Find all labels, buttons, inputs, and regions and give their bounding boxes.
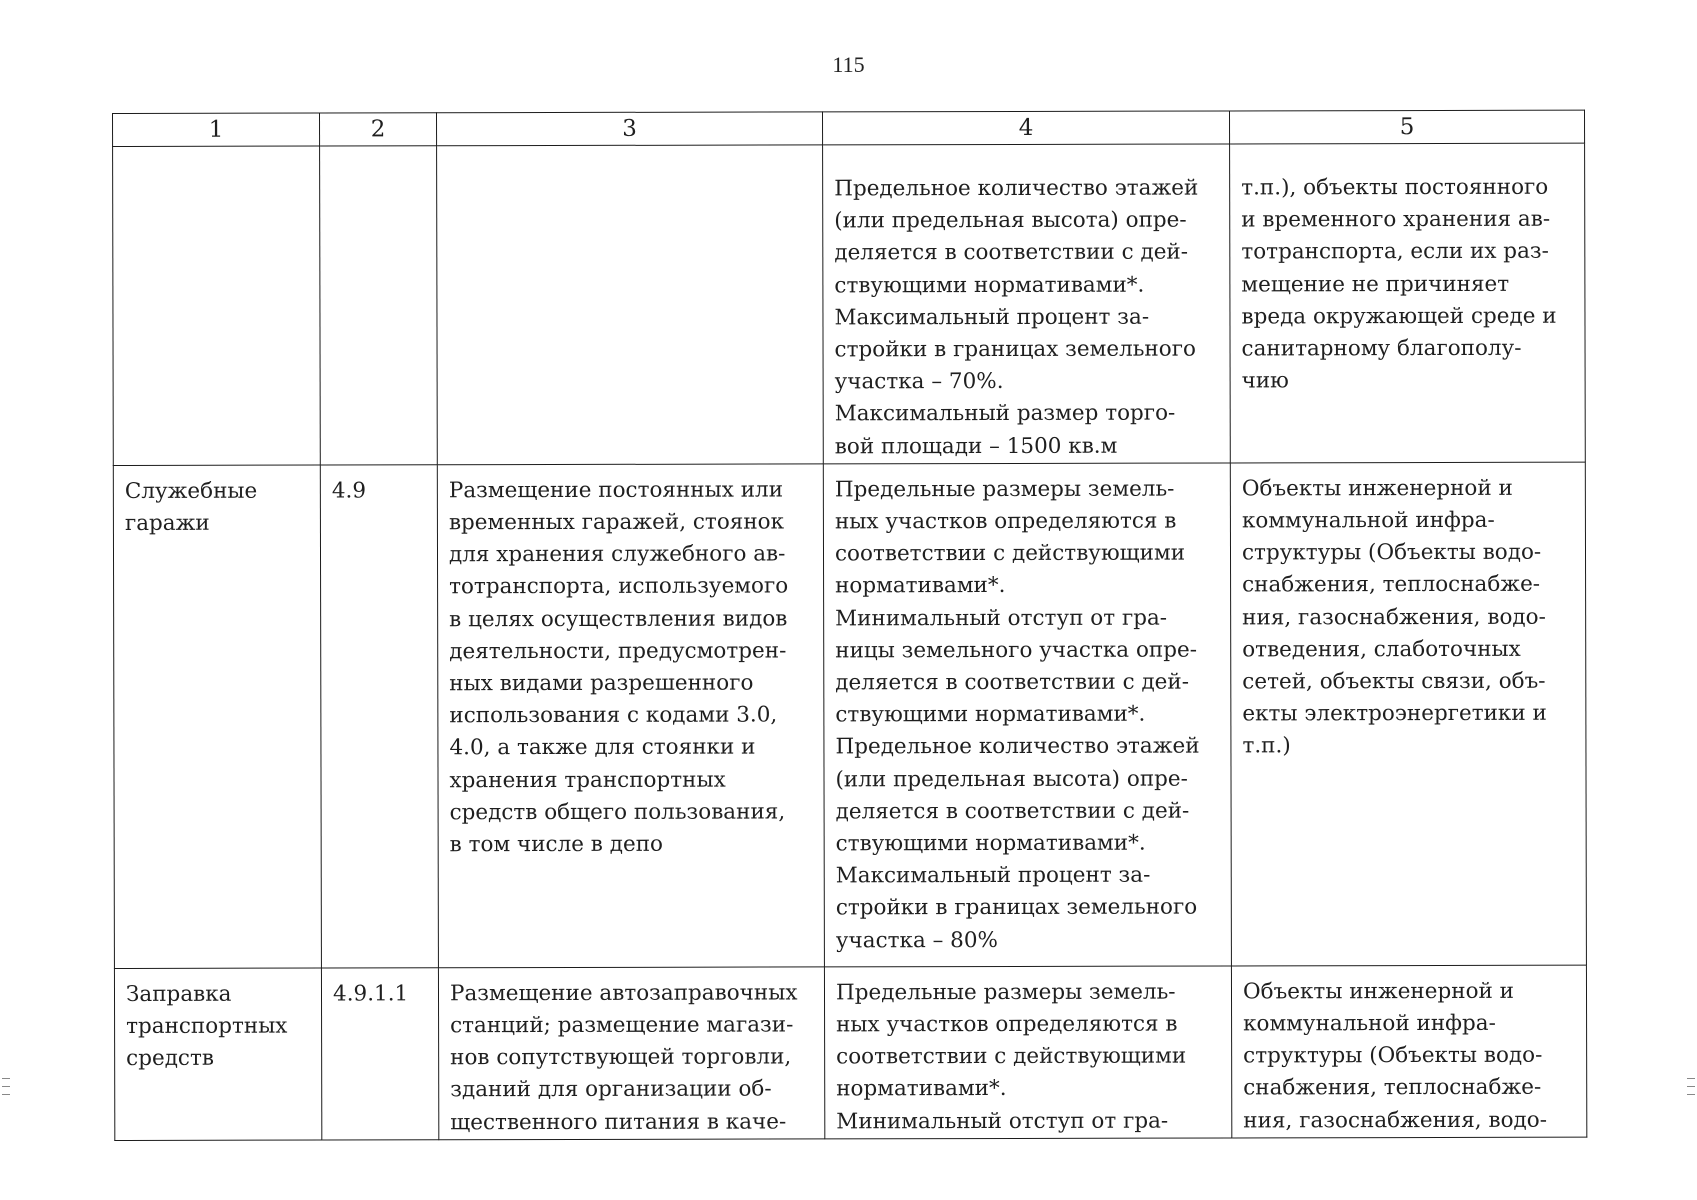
column-number-5: 5 xyxy=(1229,110,1584,144)
use-type-description: Размещение автозаправочных станций; размещение магази- нов сопутствующей торговли, зданий для организации об- щественного питания в каче- xyxy=(438,967,824,1140)
use-type-description: Размещение постоянных или временных гаражей, стоянок для хранения служебного ав- тотранспорта, используемого в целях осуществления видов деятельности, предусмотрен- ных видами разрешенного использования с кодами 3.0, 4.0, а также для стоянки и хранения транспортных средств общего пользования, в том числе в депо xyxy=(437,464,824,968)
table-row xyxy=(113,462,1586,968)
column-number-3: 3 xyxy=(437,112,823,146)
table-row xyxy=(114,965,1586,1140)
column-number-header-row xyxy=(113,110,1585,146)
auxiliary-uses: Объекты инженерной и коммунальной инфра- структуры (Объекты водо- снабжения, теплоснабже- ния, газоснабжения, водо- xyxy=(1231,965,1586,1138)
table-row xyxy=(113,143,1586,465)
column-number-4: 4 xyxy=(822,111,1229,145)
scan-edge-mark xyxy=(1687,1094,1695,1095)
scan-edge-mark xyxy=(1687,1086,1695,1087)
use-type-name: Заправка транспортных средств xyxy=(114,968,321,1140)
scan-edge-mark xyxy=(2,1078,10,1079)
use-type-name xyxy=(113,146,321,465)
scan-edge-mark xyxy=(2,1094,10,1095)
scan-edge-mark xyxy=(2,1086,10,1087)
construction-parameters: Предельные размеры земель- ных участков определяются в соответствии с действующими нормативами*. Минимальный отступ от гра- xyxy=(824,966,1231,1139)
column-number-2: 2 xyxy=(320,113,437,146)
use-type-description xyxy=(437,145,824,465)
zoning-regulations-table xyxy=(112,110,1587,1141)
use-type-code: 4.9.1.1 xyxy=(321,968,438,1140)
auxiliary-uses: т.п.), объекты постоянного и временного хранения ав- тотранспорта, если их раз- мещение не причиняет вреда окружающей среде и санитарному благополу- чию xyxy=(1230,143,1586,463)
auxiliary-uses: Объекты инженерной и коммунальной инфра- структуры (Объекты водо- снабжения, теплоснабже- ния, газоснабжения, водо- отведения, слаботочных сетей, объекты связи, объ- екты электроэнергетики и т.п.) xyxy=(1230,462,1586,966)
scan-edge-mark xyxy=(1687,1078,1695,1079)
use-type-code xyxy=(320,146,438,465)
page-number: 115 xyxy=(832,52,865,77)
construction-parameters: Предельное количество этажей (или предельная высота) опре- деляется в соответствии с дей- ствующими нормативами*. Максимальный процент за- стройки в границах земельного участка – 70%. Максимальный размер торго- вой площади – 1500 кв.м xyxy=(823,144,1231,464)
construction-parameters: Предельные размеры земель- ных участков определяются в соответствии с действующими нормативами*. Минимальный отступ от гра- ницы земельного участка опре- деляется в соответствии с дей- ствующими нормативами*. Предельное количество этажей (или предельная высота) опре- деляется в соответствии с дей- ствующими нормативами*. Максимальный процент за- стройки в границах земельного участка – 80% xyxy=(823,463,1231,967)
use-type-name: Служебные гаражи xyxy=(113,465,321,968)
use-type-code: 4.9 xyxy=(320,465,438,968)
column-number-1: 1 xyxy=(113,113,320,146)
